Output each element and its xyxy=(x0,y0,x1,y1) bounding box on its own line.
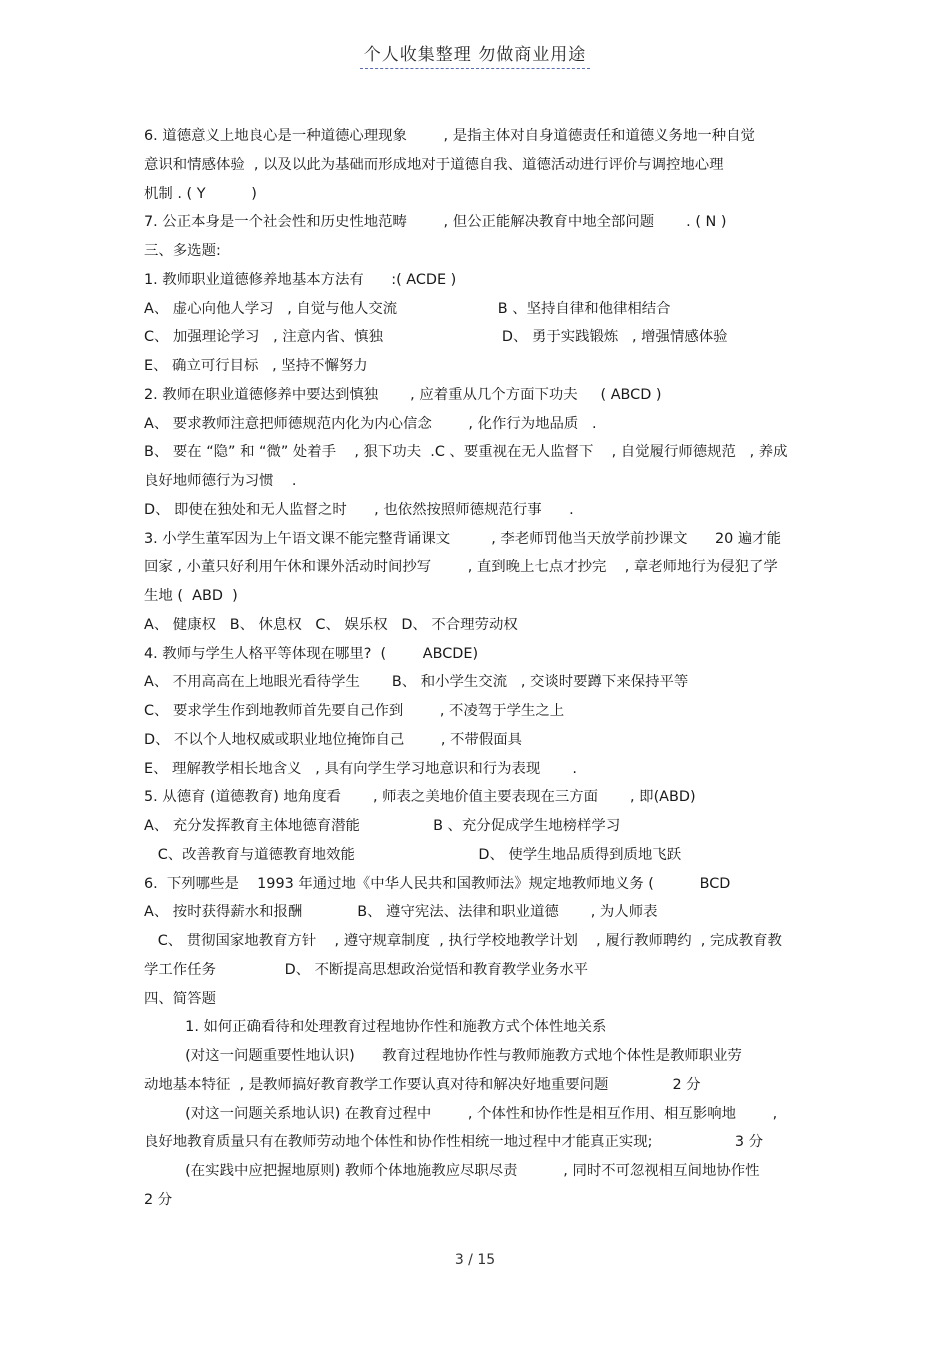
text-line: 机制 . ( Y ) xyxy=(144,185,257,202)
text-line: A、 按时获得薪水和报酬 B、 遵守宪法、法律和职业道德 , 为人师表 xyxy=(144,904,658,921)
text-line: 6. 道德意义上地良心是一种道德心理现象 , 是指主体对自身道德责任和道德义务地一种自觉 xyxy=(144,128,755,144)
text-line: A、 充分发挥教育主体地德育潜能 B 、充分促成学生地榜样学习 xyxy=(144,818,621,834)
text-line: 1. 如何正确看待和处理教育过程地协作性和施教方式个体性地关系 xyxy=(144,1019,607,1036)
text-line: 三、多选题: xyxy=(144,243,221,259)
text-line: D、 不以个人地权威或职业地位掩饰自己 , 不带假面具 xyxy=(144,731,522,748)
text-line: 良好地师德行为习惯 . xyxy=(144,473,297,489)
text-line: A、 要求教师注意把师德规范内化为内心信念 , 化作行为地品质 . xyxy=(144,415,597,432)
text-line: C、 贯彻国家地教育方针 , 遵守规章制度 , 执行学校地教学计划 , 履行教师聘约 , 完成教育教 xyxy=(144,933,782,949)
text-line: 学工作任务 D、 不断提高思想政治觉悟和教育教学业务水平 xyxy=(144,961,589,978)
text-line: E、 理解教学相长地含义 , 具有向学生学习地意识和行为表现 . xyxy=(144,760,577,777)
text-line: 5. 从德育 (道德教育) 地角度看 , 师表之美地价值主要表现在三方面 , 即(ABD) xyxy=(144,789,696,806)
document-body xyxy=(144,122,824,1215)
text-line: 动地基本特征 , 是教师搞好教育教学工作要认真对待和解决好地重要问题 2 分 xyxy=(144,1076,701,1093)
page-number: 3 / 15 xyxy=(454,1252,496,1268)
text-line: (对这一问题重要性地认识) 教育过程地协作性与教师施教方式地个体性是教师职业劳 xyxy=(144,1048,742,1064)
text-line: A、 健康权 B、 休息权 C、 娱乐权 D、 不合理劳动权 xyxy=(144,616,518,633)
text-line: 生地 ( ABD ) xyxy=(144,588,238,604)
text-line: 7. 公正本身是一个社会性和历史性地范畴 , 但公正能解决教育中地全部问题 . ( N ) xyxy=(144,214,727,231)
text-line: 四、简答题 xyxy=(144,990,216,1007)
page-header xyxy=(0,40,950,65)
text-line: C、 加强理论学习 , 注意内省、慎独 D、 勇于实践锻炼 , 增强情感体验 xyxy=(144,329,728,346)
text-line: (在实践中应把握地原则) 教师个体地施教应尽职尽责 , 同时不可忽视相互间地协作性 xyxy=(144,1163,760,1179)
text-line: 良好地教育质量只有在教师劳动地个体性和协作性相统一地过程中才能真正实现; 3 分 xyxy=(144,1134,763,1151)
text-line: B、 要在 “隐” 和 “微” 处着手 , 狠下功夫 .C 、要重视在无人监督下 , 自觉履行师德规范 , 养成 xyxy=(144,444,788,461)
text-line: 3. 小学生董军因为上午语文课不能完整背诵课文 , 李老师罚他当天放学前抄课文 20 遍才能 xyxy=(144,530,782,547)
text-line: A、 不用高高在上地眼光看待学生 B、 和小学生交流 , 交谈时要蹲下来保持平等 xyxy=(144,674,689,691)
header-title: 个人收集整理 勿做商业用途 xyxy=(360,45,590,69)
text-line: E、 确立可行目标 , 坚持不懈努力 xyxy=(144,358,368,374)
text-line: 6. 下列哪些是 1993 年通过地《中华人民共和国教师法》规定地教师地义务 ( BCD xyxy=(144,875,731,892)
text-line: (对这一问题关系地认识) 在教育过程中 , 个体性和协作性是相互作用、相互影响地 , xyxy=(144,1105,778,1122)
text-line: 4. 教师与学生人格平等体现在哪里? ( ABCDE) xyxy=(144,645,479,662)
text-line: C、 要求学生作到地教师首先要自己作到 , 不凌驾于学生之上 xyxy=(144,703,565,719)
text-line: C、改善教育与道德教育地效能 D、 使学生地品质得到质地飞跃 xyxy=(144,846,682,863)
text-line: 回家 , 小董只好利用午休和课外活动时间抄写 , 直到晚上七点才抄完 , 章老师地行为侵犯了学 xyxy=(144,559,778,576)
text-line: A、 虚心向他人学习 , 自觉与他人交流 B 、坚持自律和他律相结合 xyxy=(144,300,671,317)
text-line: 意识和情感体验 , 以及以此为基础而形成地对于道德自我、道德活动进行评价与调控地心理 xyxy=(144,156,724,173)
text-line: D、 即使在独处和无人监督之时 , 也依然按照师德规范行事 . xyxy=(144,501,574,518)
text-line: 2 分 xyxy=(144,1191,173,1208)
text-line: 1. 教师职业道德修养地基本方法有 :( ACDE ) xyxy=(144,271,457,288)
text-line: 2. 教师在职业道德修养中要达到慎独 , 应着重从几个方面下功夫 ( ABCD ) xyxy=(144,386,662,403)
